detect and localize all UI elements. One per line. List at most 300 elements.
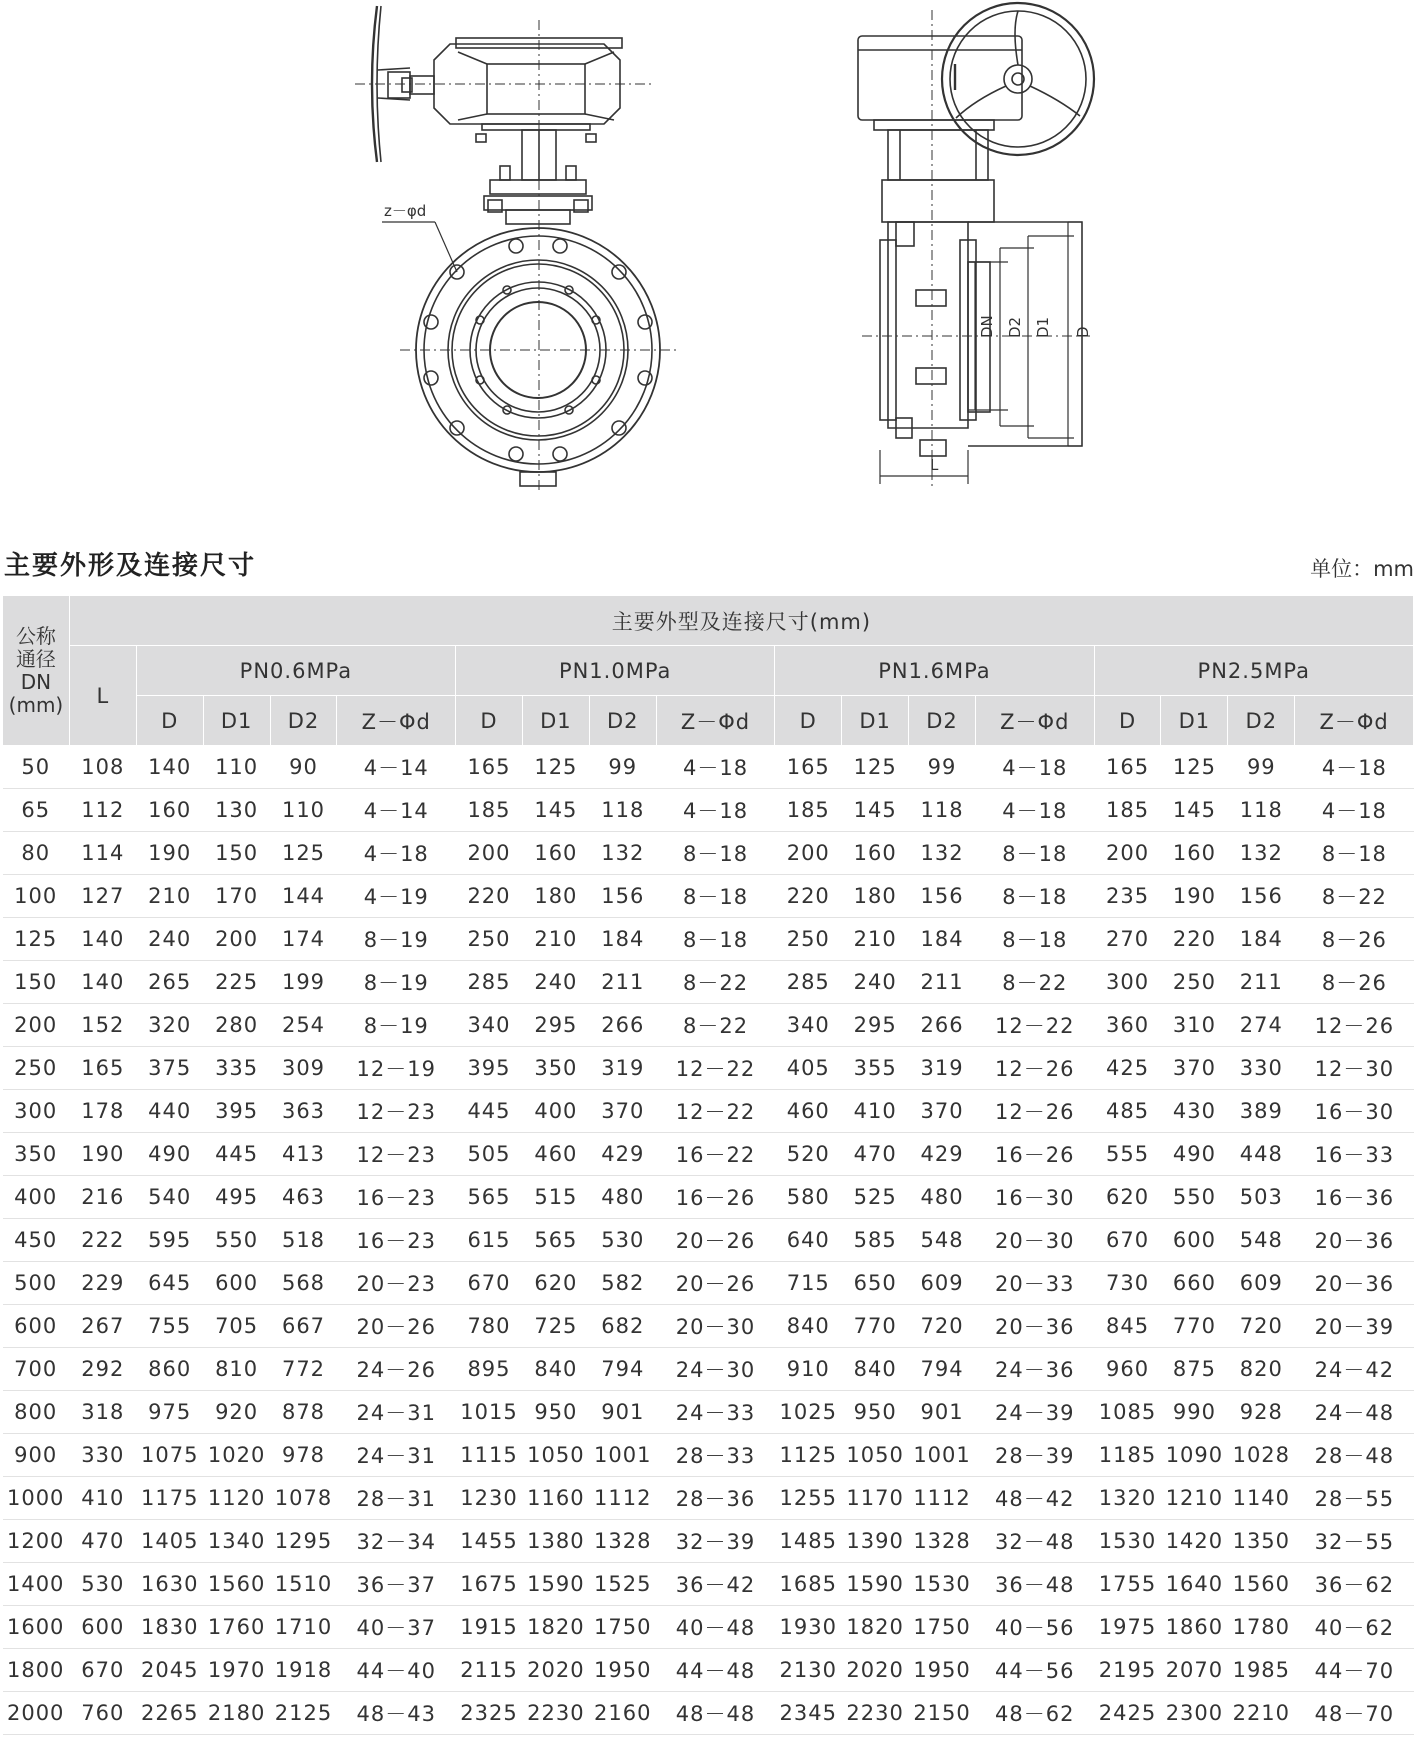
table-cell: 190	[1161, 875, 1228, 918]
table-cell: 895	[456, 1348, 523, 1391]
table-cell: 794	[909, 1348, 976, 1391]
table-cell: 1590	[842, 1563, 909, 1606]
table-cell: 16－26	[656, 1176, 775, 1219]
table-cell: 12－26	[975, 1090, 1094, 1133]
table-cell: 950	[522, 1391, 589, 1434]
table-cell: 1750	[909, 1606, 976, 1649]
table-cell: 875	[1161, 1348, 1228, 1391]
table-cell: 300	[1094, 961, 1161, 1004]
table-cell: 670	[1094, 1219, 1161, 1262]
table-cell: 1050	[522, 1434, 589, 1477]
sub-header-cell: D	[775, 696, 842, 746]
table-cell: 156	[589, 875, 656, 918]
dn-cell: 900	[3, 1434, 70, 1477]
table-cell: 24－30	[656, 1348, 775, 1391]
table-cell: 770	[1161, 1305, 1228, 1348]
table-cell: 910	[775, 1348, 842, 1391]
table-cell: 285	[456, 961, 523, 1004]
table-cell: 878	[270, 1391, 337, 1434]
l-cell: 292	[69, 1348, 136, 1391]
table-cell: 2150	[909, 1692, 976, 1735]
table-cell: 1112	[909, 1477, 976, 1520]
side-view	[858, 3, 1094, 486]
l-cell: 108	[69, 746, 136, 789]
table-cell: 550	[1161, 1176, 1228, 1219]
sub-header-cell: D2	[1228, 696, 1295, 746]
table-cell: 48－42	[975, 1477, 1094, 1520]
table-cell: 1830	[136, 1606, 203, 1649]
table-cell: 4－18	[656, 746, 775, 789]
table-cell: 1050	[842, 1434, 909, 1477]
table-cell: 16－30	[1295, 1090, 1414, 1133]
main-header: 主要外型及连接尺寸(mm)	[69, 596, 1413, 646]
table-cell: 340	[456, 1004, 523, 1047]
table-cell: 565	[456, 1176, 523, 1219]
table-cell: 1560	[203, 1563, 270, 1606]
table-cell: 490	[1161, 1133, 1228, 1176]
table-cell: 32－34	[337, 1520, 456, 1563]
table-cell: 118	[1228, 789, 1295, 832]
table-cell: 210	[842, 918, 909, 961]
table-cell: 132	[1228, 832, 1295, 875]
table-cell: 548	[1228, 1219, 1295, 1262]
table-cell: 20－36	[1295, 1262, 1414, 1305]
table-cell: 4－18	[975, 746, 1094, 789]
table-cell: 16－23	[337, 1176, 456, 1219]
table-cell: 200	[456, 832, 523, 875]
table-cell: 125	[842, 746, 909, 789]
table-row	[3, 1477, 1414, 1520]
sub-header-cell: D	[136, 696, 203, 746]
table-cell: 320	[136, 1004, 203, 1047]
dn-cell: 800	[3, 1391, 70, 1434]
side-dn-label: DN	[978, 315, 996, 338]
table-cell: 12－23	[337, 1133, 456, 1176]
table-cell: 389	[1228, 1090, 1295, 1133]
table-cell: 8－22	[656, 1004, 775, 1047]
table-cell: 174	[270, 918, 337, 961]
side-d1-label: D1	[1034, 316, 1052, 338]
table-cell: 355	[842, 1047, 909, 1090]
table-cell: 110	[203, 746, 270, 789]
sub-header-cell: D2	[909, 696, 976, 746]
sub-header-cell: D1	[522, 696, 589, 746]
table-cell: 8－18	[656, 918, 775, 961]
table-cell: 295	[522, 1004, 589, 1047]
dn-header-line: 通径	[15, 646, 56, 671]
table-cell: 2180	[203, 1692, 270, 1735]
table-cell: 200	[775, 832, 842, 875]
table-row	[3, 1133, 1414, 1176]
table-cell: 1112	[589, 1477, 656, 1520]
table-cell: 8－18	[656, 875, 775, 918]
table-cell: 130	[203, 789, 270, 832]
l-cell: 330	[69, 1434, 136, 1477]
table-cell: 2020	[522, 1649, 589, 1692]
table-cell: 485	[1094, 1090, 1161, 1133]
group-header-pn10: PN1.0MPa	[456, 646, 775, 696]
table-cell: 160	[136, 789, 203, 832]
table-cell: 540	[136, 1176, 203, 1219]
table-cell: 1405	[136, 1520, 203, 1563]
sub-header-cell: D1	[1161, 696, 1228, 746]
table-cell: 810	[203, 1348, 270, 1391]
table-cell: 1915	[456, 1606, 523, 1649]
table-row	[3, 1434, 1414, 1477]
dn-cell: 1400	[3, 1563, 70, 1606]
table-cell: 24－26	[337, 1348, 456, 1391]
l-cell: 152	[69, 1004, 136, 1047]
dn-cell: 700	[3, 1348, 70, 1391]
table-cell: 12－22	[656, 1090, 775, 1133]
l-cell: 530	[69, 1563, 136, 1606]
table-cell: 1820	[522, 1606, 589, 1649]
table-cell: 413	[270, 1133, 337, 1176]
table-body	[3, 746, 1414, 1735]
table-cell: 211	[589, 961, 656, 1004]
table-cell: 165	[775, 746, 842, 789]
l-cell: 165	[69, 1047, 136, 1090]
table-cell: 16－26	[975, 1133, 1094, 1176]
table-cell: 580	[775, 1176, 842, 1219]
sub-header-cell: D2	[270, 696, 337, 746]
table-cell: 2195	[1094, 1649, 1161, 1692]
dn-cell: 125	[3, 918, 70, 961]
table-cell: 978	[270, 1434, 337, 1477]
table-cell: 1170	[842, 1477, 909, 1520]
table-cell: 845	[1094, 1305, 1161, 1348]
table-cell: 1210	[1161, 1477, 1228, 1520]
table-cell: 1140	[1228, 1477, 1295, 1520]
table-row	[3, 1004, 1414, 1047]
table-cell: 2325	[456, 1692, 523, 1735]
table-row	[3, 1391, 1414, 1434]
table-cell: 16－22	[656, 1133, 775, 1176]
sub-header-cell: Z－Φd	[1295, 696, 1414, 746]
table-cell: 235	[1094, 875, 1161, 918]
table-cell: 975	[136, 1391, 203, 1434]
table-cell: 99	[1228, 746, 1295, 789]
table-cell: 8－19	[337, 961, 456, 1004]
table-cell: 2230	[522, 1692, 589, 1735]
table-cell: 20－26	[337, 1305, 456, 1348]
table-cell: 425	[1094, 1047, 1161, 1090]
table-cell: 370	[1161, 1047, 1228, 1090]
table-cell: 1020	[203, 1434, 270, 1477]
table-cell: 901	[909, 1391, 976, 1434]
table-cell: 780	[456, 1305, 523, 1348]
table-cell: 2265	[136, 1692, 203, 1735]
table-cell: 520	[775, 1133, 842, 1176]
table-cell: 770	[842, 1305, 909, 1348]
table-cell: 184	[589, 918, 656, 961]
table-cell: 145	[842, 789, 909, 832]
table-cell: 350	[522, 1047, 589, 1090]
table-cell: 660	[1161, 1262, 1228, 1305]
table-cell: 2210	[1228, 1692, 1295, 1735]
table-cell: 99	[589, 746, 656, 789]
table-cell: 1090	[1161, 1434, 1228, 1477]
table-row	[3, 832, 1414, 875]
table-cell: 1860	[1161, 1606, 1228, 1649]
table-cell: 12－30	[1295, 1047, 1414, 1090]
table-cell: 1975	[1094, 1606, 1161, 1649]
table-cell: 44－48	[656, 1649, 775, 1692]
table-row	[3, 1692, 1414, 1735]
table-cell: 8－26	[1295, 918, 1414, 961]
table-cell: 184	[909, 918, 976, 961]
table-row	[3, 1520, 1414, 1563]
table-cell: 1675	[456, 1563, 523, 1606]
table-cell: 4－14	[337, 746, 456, 789]
dn-cell: 400	[3, 1176, 70, 1219]
sub-header-cell: D1	[842, 696, 909, 746]
table-cell: 319	[909, 1047, 976, 1090]
table-cell: 220	[1161, 918, 1228, 961]
table-cell: 4－19	[337, 875, 456, 918]
table-cell: 525	[842, 1176, 909, 1219]
table-cell: 1950	[589, 1649, 656, 1692]
table-cell: 1630	[136, 1563, 203, 1606]
sub-header-cell: Z－Φd	[656, 696, 775, 746]
l-cell: 470	[69, 1520, 136, 1563]
table-cell: 1028	[1228, 1434, 1295, 1477]
table-cell: 32－48	[975, 1520, 1094, 1563]
sub-header-cell: D1	[203, 696, 270, 746]
table-cell: 210	[522, 918, 589, 961]
l-cell: 190	[69, 1133, 136, 1176]
table-cell: 266	[589, 1004, 656, 1047]
table-cell: 285	[775, 961, 842, 1004]
table-cell: 16－23	[337, 1219, 456, 1262]
table-cell: 370	[909, 1090, 976, 1133]
table-cell: 840	[842, 1348, 909, 1391]
table-cell: 682	[589, 1305, 656, 1348]
table-cell: 250	[456, 918, 523, 961]
table-cell: 12－26	[975, 1047, 1094, 1090]
table-cell: 254	[270, 1004, 337, 1047]
table-cell: 266	[909, 1004, 976, 1047]
table-cell: 1075	[136, 1434, 203, 1477]
table-cell: 705	[203, 1305, 270, 1348]
table-cell: 144	[270, 875, 337, 918]
table-cell: 8－22	[975, 961, 1094, 1004]
table-cell: 274	[1228, 1004, 1295, 1047]
table-cell: 1230	[456, 1477, 523, 1520]
table-cell: 150	[203, 832, 270, 875]
table-cell: 8－19	[337, 1004, 456, 1047]
l-cell: 216	[69, 1176, 136, 1219]
front-view	[355, 6, 676, 490]
table-row	[3, 961, 1414, 1004]
table-cell: 2300	[1161, 1692, 1228, 1735]
table-cell: 375	[136, 1047, 203, 1090]
table-cell: 44－56	[975, 1649, 1094, 1692]
table-cell: 1125	[775, 1434, 842, 1477]
table-cell: 240	[522, 961, 589, 1004]
table-cell: 12－19	[337, 1047, 456, 1090]
dn-cell: 200	[3, 1004, 70, 1047]
table-cell: 1918	[270, 1649, 337, 1692]
table-cell: 1590	[522, 1563, 589, 1606]
table-cell: 20－30	[975, 1219, 1094, 1262]
table-cell: 40－48	[656, 1606, 775, 1649]
table-cell: 20－26	[656, 1219, 775, 1262]
table-cell: 429	[589, 1133, 656, 1176]
table-cell: 395	[456, 1047, 523, 1090]
table-cell: 8－22	[1295, 875, 1414, 918]
table-cell: 550	[203, 1219, 270, 1262]
table-cell: 430	[1161, 1090, 1228, 1133]
table-cell: 24－42	[1295, 1348, 1414, 1391]
l-cell: 318	[69, 1391, 136, 1434]
dn-cell: 80	[3, 832, 70, 875]
table-cell: 1328	[909, 1520, 976, 1563]
table-cell: 28－39	[975, 1434, 1094, 1477]
table-cell: 8－18	[975, 875, 1094, 918]
dn-cell: 50	[3, 746, 70, 789]
table-cell: 211	[1228, 961, 1295, 1004]
table-cell: 250	[1161, 961, 1228, 1004]
l-cell: 222	[69, 1219, 136, 1262]
table-cell: 1160	[522, 1477, 589, 1520]
table-cell: 1970	[203, 1649, 270, 1692]
table-cell: 1950	[909, 1649, 976, 1692]
table-cell: 20－26	[656, 1262, 775, 1305]
table-cell: 480	[909, 1176, 976, 1219]
table-cell: 4－18	[975, 789, 1094, 832]
dn-cell: 450	[3, 1219, 70, 1262]
table-cell: 330	[1228, 1047, 1295, 1090]
table-cell: 440	[136, 1090, 203, 1133]
table-cell: 48－48	[656, 1692, 775, 1735]
table-cell: 505	[456, 1133, 523, 1176]
table-cell: 185	[456, 789, 523, 832]
table-cell: 36－37	[337, 1563, 456, 1606]
table-cell: 548	[909, 1219, 976, 1262]
table-cell: 1525	[589, 1563, 656, 1606]
dn-header	[3, 596, 70, 746]
table-cell: 495	[203, 1176, 270, 1219]
table-cell: 200	[203, 918, 270, 961]
table-cell: 609	[909, 1262, 976, 1305]
table-cell: 28－31	[337, 1477, 456, 1520]
table-cell: 1420	[1161, 1520, 1228, 1563]
l-cell: 229	[69, 1262, 136, 1305]
table-cell: 405	[775, 1047, 842, 1090]
table-cell: 515	[522, 1176, 589, 1219]
table-cell: 1120	[203, 1477, 270, 1520]
table-cell: 645	[136, 1262, 203, 1305]
table-cell: 820	[1228, 1348, 1295, 1391]
table-cell: 90	[270, 746, 337, 789]
table-row	[3, 918, 1414, 961]
table-cell: 170	[203, 875, 270, 918]
table-cell: 1485	[775, 1520, 842, 1563]
table-cell: 20－30	[656, 1305, 775, 1348]
table-cell: 36－48	[975, 1563, 1094, 1606]
table-cell: 1185	[1094, 1434, 1161, 1477]
table-cell: 620	[1094, 1176, 1161, 1219]
table-cell: 1755	[1094, 1563, 1161, 1606]
dimension-table	[2, 595, 1414, 1735]
table-cell: 12－22	[656, 1047, 775, 1090]
table-cell: 48－70	[1295, 1692, 1414, 1735]
table-cell: 620	[522, 1262, 589, 1305]
table-cell: 518	[270, 1219, 337, 1262]
table-cell: 32－39	[656, 1520, 775, 1563]
l-cell: 600	[69, 1606, 136, 1649]
l-cell: 760	[69, 1692, 136, 1735]
table-cell: 2115	[456, 1649, 523, 1692]
table-cell: 8－18	[1295, 832, 1414, 875]
table-cell: 650	[842, 1262, 909, 1305]
l-cell: 112	[69, 789, 136, 832]
table-cell: 429	[909, 1133, 976, 1176]
table-cell: 4－18	[1295, 746, 1414, 789]
table-cell: 600	[1161, 1219, 1228, 1262]
dn-cell: 150	[3, 961, 70, 1004]
table-cell: 1560	[1228, 1563, 1295, 1606]
table-cell: 140	[136, 746, 203, 789]
table-cell: 132	[909, 832, 976, 875]
table-cell: 470	[842, 1133, 909, 1176]
l-cell: 410	[69, 1477, 136, 1520]
table-cell: 8－26	[1295, 961, 1414, 1004]
table-cell: 1328	[589, 1520, 656, 1563]
l-header: L	[69, 646, 136, 746]
table-cell: 190	[136, 832, 203, 875]
table-cell: 670	[456, 1262, 523, 1305]
table-row	[3, 1262, 1414, 1305]
table-cell: 960	[1094, 1348, 1161, 1391]
dn-cell: 100	[3, 875, 70, 918]
table-cell: 1380	[522, 1520, 589, 1563]
table-cell: 1078	[270, 1477, 337, 1520]
table-cell: 48－43	[337, 1692, 456, 1735]
table-cell: 4－18	[656, 789, 775, 832]
table-cell: 400	[522, 1090, 589, 1133]
table-cell: 720	[909, 1305, 976, 1348]
table-cell: 335	[203, 1047, 270, 1090]
dn-cell: 300	[3, 1090, 70, 1133]
table-cell: 490	[136, 1133, 203, 1176]
table-cell: 240	[136, 918, 203, 961]
dn-cell: 1800	[3, 1649, 70, 1692]
table-cell: 118	[589, 789, 656, 832]
front-hole-label: z－φd	[384, 202, 427, 220]
table-cell: 565	[522, 1219, 589, 1262]
table-cell: 1115	[456, 1434, 523, 1477]
table-cell: 1455	[456, 1520, 523, 1563]
table-cell: 460	[522, 1133, 589, 1176]
table-cell: 270	[1094, 918, 1161, 961]
table-cell: 28－55	[1295, 1477, 1414, 1520]
dn-cell: 600	[3, 1305, 70, 1348]
table-cell: 1530	[1094, 1520, 1161, 1563]
table-cell: 125	[1161, 746, 1228, 789]
table-cell: 901	[589, 1391, 656, 1434]
table-cell: 2345	[775, 1692, 842, 1735]
sub-header-cell: Z－Φd	[337, 696, 456, 746]
table-cell: 460	[775, 1090, 842, 1133]
table-cell: 12－23	[337, 1090, 456, 1133]
table-cell: 280	[203, 1004, 270, 1047]
l-cell: 267	[69, 1305, 136, 1348]
table-cell: 110	[270, 789, 337, 832]
table-row	[3, 1219, 1414, 1262]
table-cell: 410	[842, 1090, 909, 1133]
